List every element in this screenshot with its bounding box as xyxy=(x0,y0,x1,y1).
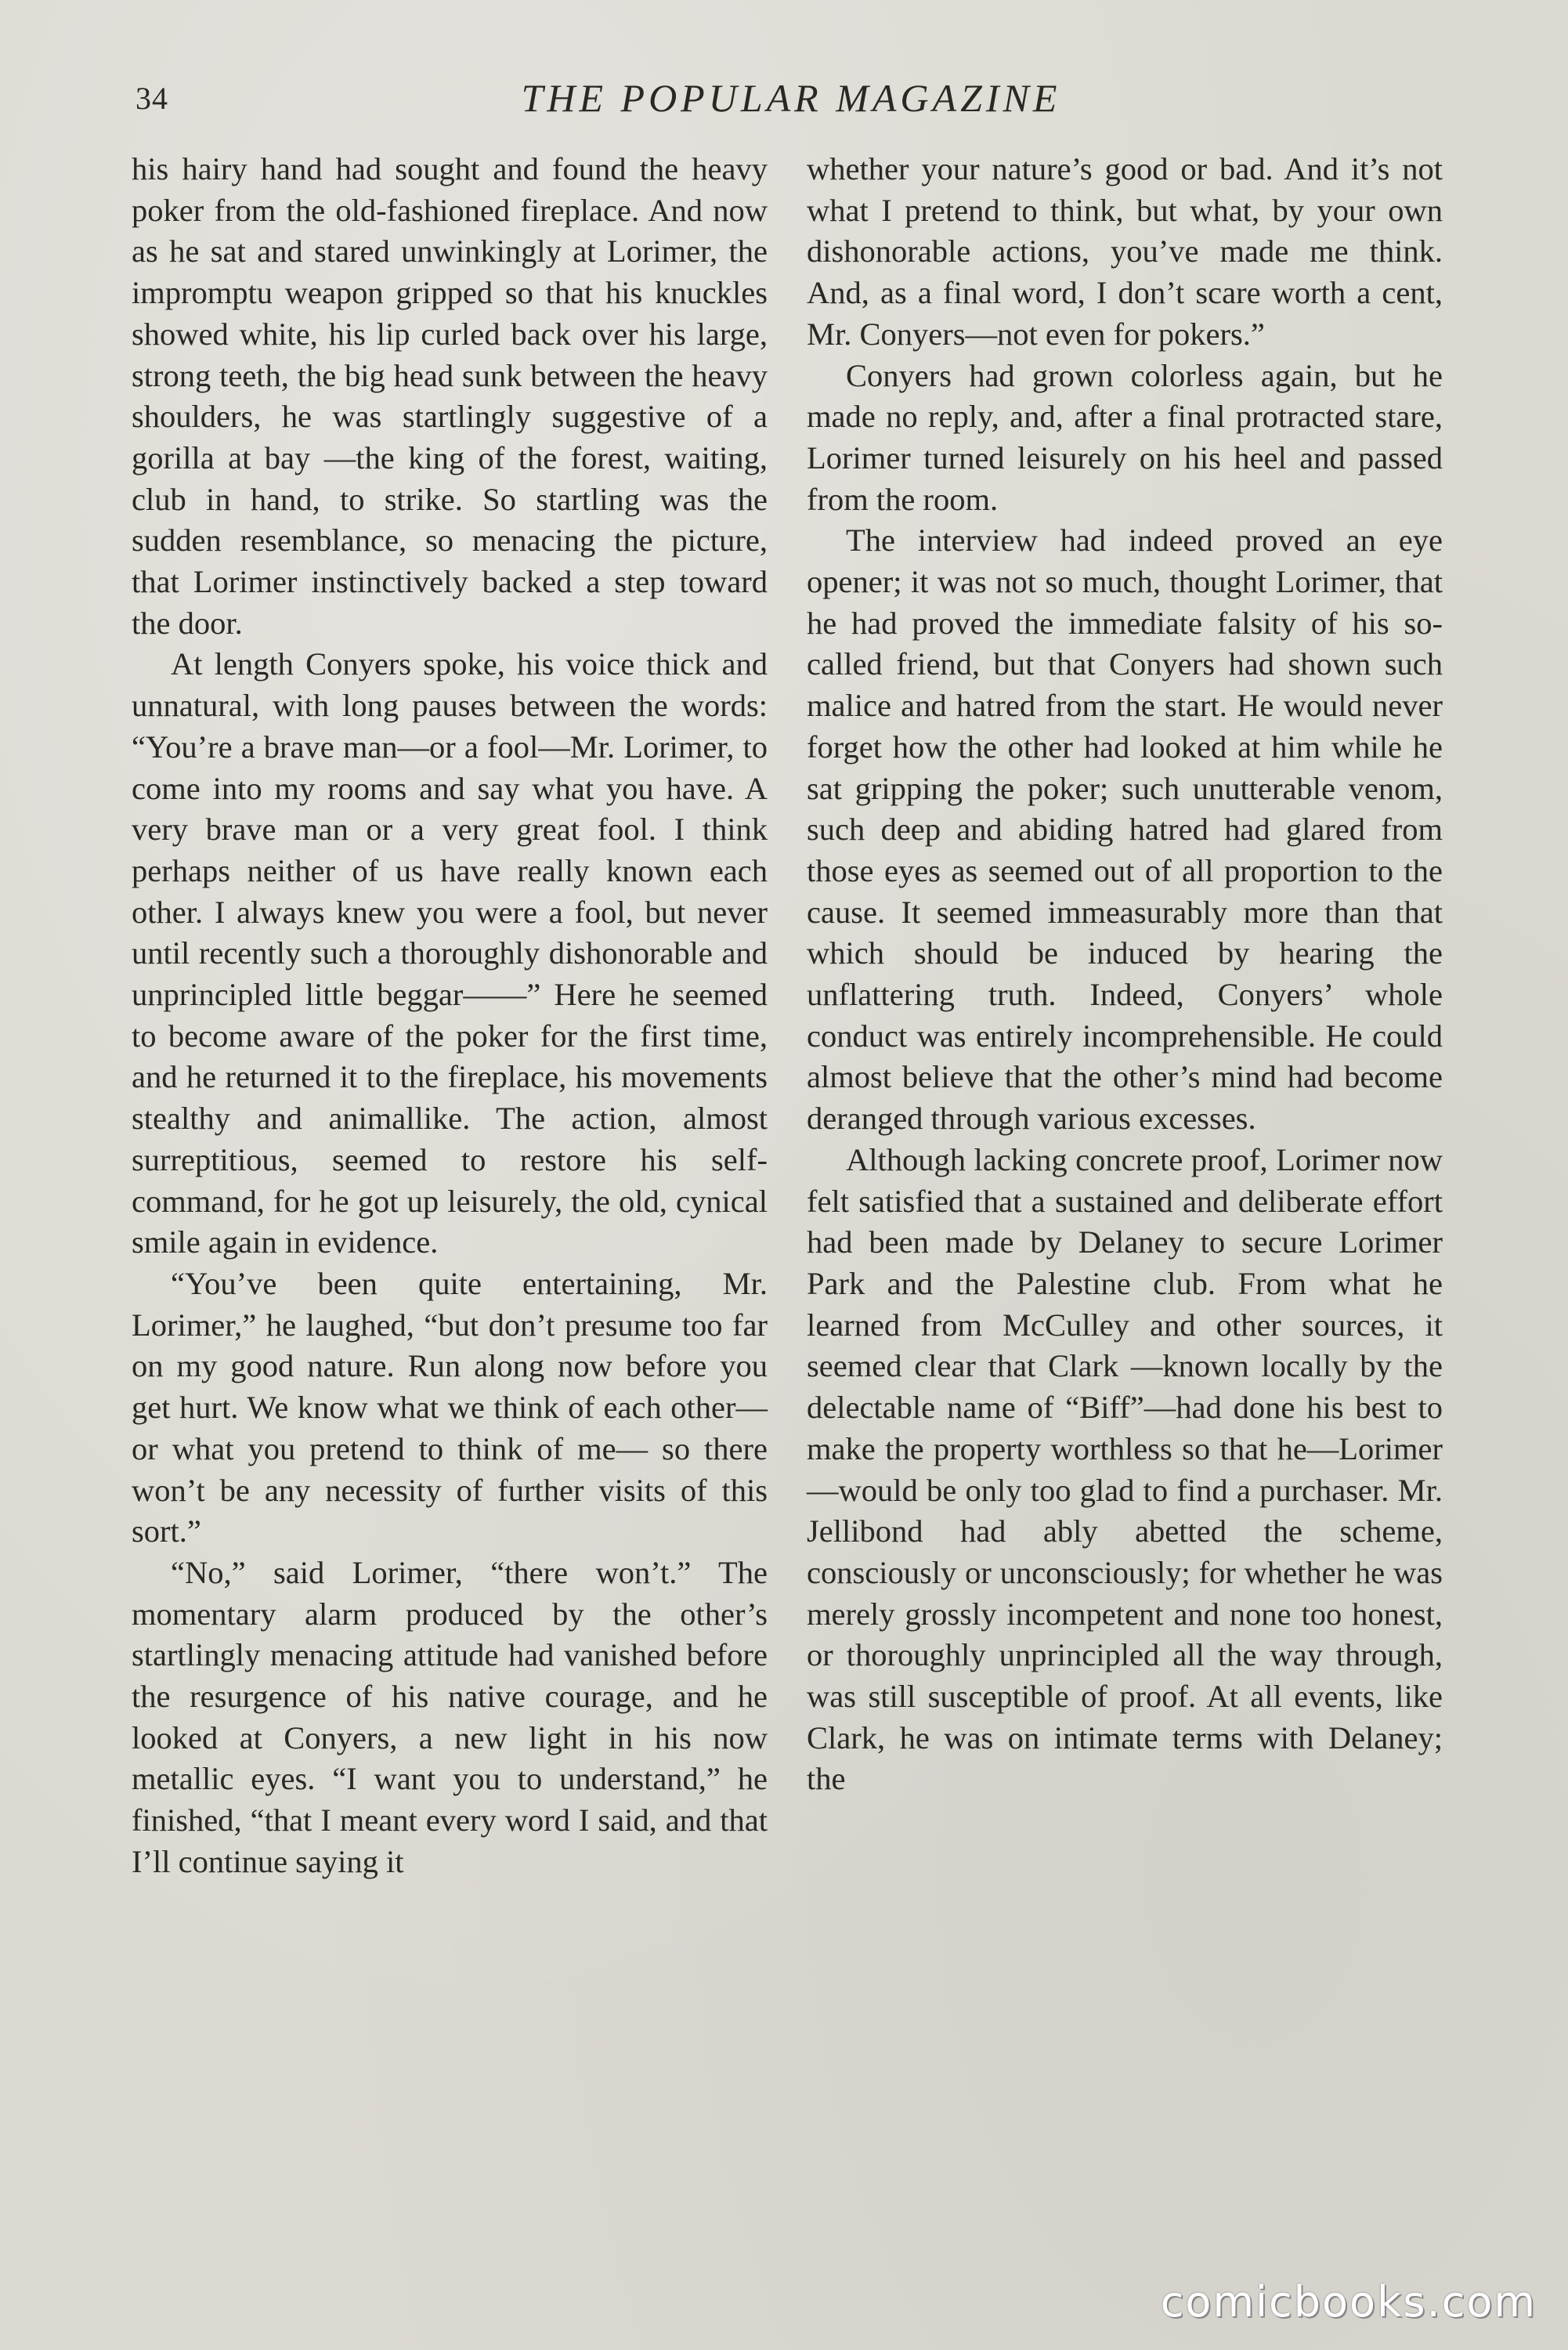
left-column xyxy=(132,149,768,1883)
right-paragraph-1: whether your nature’s good or bad. And it’s not what I pretend to think, but what, by your own dishonorable actions, you’ve made me think. And, as a final word, I don’t scare worth a cent, Mr. Conyers—not even for pokers.” xyxy=(807,151,1443,352)
left-paragraph-3: “You’ve been quite entertaining, Mr. Lorimer,” he laughed, “but don’t presume too far on my good nature. Run along now before you get hurt. We know what we think of each other— or what you pretend to think of me— so there won’t be any necessity of further visits of this sort.” xyxy=(132,1265,768,1549)
left-paragraph-1: his hairy hand had sought and found the heavy poker from the old-fashioned fireplace. And now as he sat and stared unwinkingly at Lorimer, the impromptu weapon gripped so that his knuckles showed white, his lip curled back over his large, strong teeth, the big head sunk between the heavy shoulders, he was startlingly suggestive of a gorilla at bay —the king of the forest, waiting, club in hand, to strike. So startling was the sudden resemblance, so menacing the picture, that Lorimer instinctively backed a step toward the door. xyxy=(132,151,768,641)
left-paragraph-2: At length Conyers spoke, his voice thick and unnatural, with long pauses between the words: “You’re a brave man—or a fool—Mr. Lorimer, to come into my rooms and say what you have. A very brave man or a very great fool. I think perhaps neither of us have really known each other. I always knew you were a fool, but never until recently such a thoroughly dishonorable and unprincipled little beggar——” Here he seemed to become aware of the poker for the first time, and he returned it to the fireplace, his movements stealthy and animallike. The action, almost surreptitious, seemed to restore his self-command, for he got up leisurely, the old, cynical smile again in evidence. xyxy=(132,646,768,1260)
page-header xyxy=(129,75,1453,130)
left-paragraph-4: “No,” said Lorimer, “there won’t.” The momentary alarm produced by the other’s startlingly menacing attitude had vanished before the resurgence of his native courage, and he looked at Conyers, a new light in his now metallic eyes. “I want you to understand,” he finished, “that I meant every word I said, and that I’ll continue saying it xyxy=(132,1554,768,1879)
site-watermark: comicbooks.com xyxy=(1160,2277,1537,2326)
right-column xyxy=(807,149,1443,1800)
right-paragraph-3: The interview had indeed proved an eye opener; it was not so much, thought Lorimer, that he had proved the immediate falsity of his so-called friend, but that Conyers had shown such malice and hatred from the start. He would never forget how the other had looked at him while he sat gripping the poker; such unutterable venom, such deep and abiding hatred had glared from those eyes as seemed out of all proportion to the cause. It seemed immeasurably more than that which should be induced by hearing the unflattering truth. Indeed, Conyers’ whole conduct was entirely incomprehensible. He could almost believe that the other’s mind had become deranged through various excesses. xyxy=(807,522,1443,1137)
page-number: 34 xyxy=(135,81,168,116)
right-paragraph-2: Conyers had grown colorless again, but he made no reply, and, after a final protracted stare, Lorimer turned leisurely on his heel and passed from the room. xyxy=(807,357,1443,517)
right-paragraph-4: Although lacking concrete proof, Lorimer now felt satisfied that a sustained and deliberate effort had been made by Delaney to secure Lorimer Park and the Palestine club. From what he learned from McCulley and other sources, it seemed clear that Clark —known locally by the delectable name of “Biff”—had done his best to make the property worthless so that he—Lorimer—would be only too glad to find a purchaser. Mr. Jellibond had ably abetted the scheme, consciously or unconsciously; for whether he was merely grossly incompetent and none too honest, or thoroughly unprincipled all the way through, was still susceptible of proof. At all events, like Clark, he was on intimate terms with Delaney; the xyxy=(807,1141,1443,1797)
running-title: THE POPULAR MAGAZINE xyxy=(521,76,1061,120)
